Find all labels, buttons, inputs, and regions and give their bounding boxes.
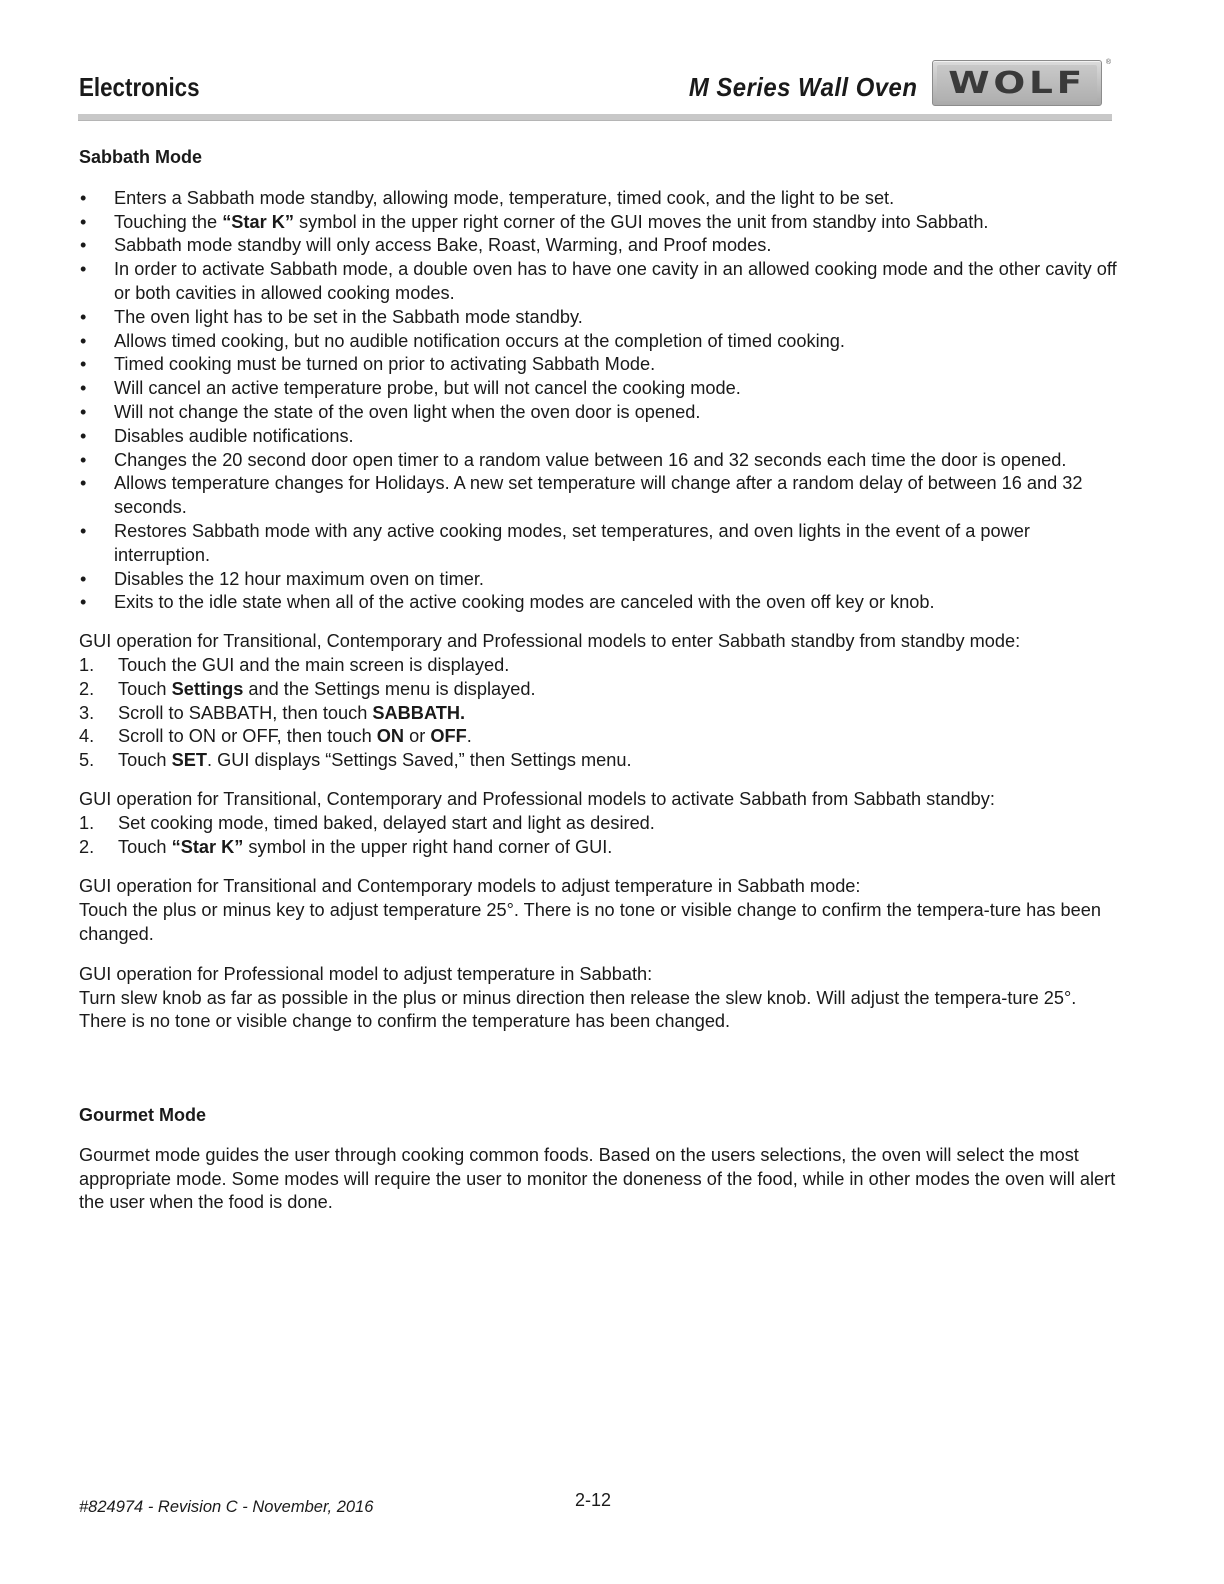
page-number: 2-12 xyxy=(575,1490,612,1510)
document-id: #824974 - Revision C - November, 2016 xyxy=(79,1498,374,1516)
bullet-marker: • xyxy=(80,211,87,232)
step-number: 2. xyxy=(79,836,95,857)
step-number: 5. xyxy=(79,750,95,771)
step-number: 1. xyxy=(79,654,95,675)
adjust-tc-intro: GUI operation for Transitional and Contemporary models to adjust temperature in Sabbath mode: xyxy=(79,876,861,897)
bullet-item xyxy=(79,258,1119,306)
bold-text: SABBATH. xyxy=(372,702,466,723)
text-run: Enters a Sabbath mode standby, allowing mode, temperature, timed cook, and the light to be set. xyxy=(114,187,895,208)
enter-standby-steps xyxy=(79,654,1119,773)
text-run: Exits to the idle state when all of the active cooking modes are canceled with the oven off key or knob. xyxy=(114,592,935,613)
step-item xyxy=(79,654,1119,678)
bullet-item xyxy=(79,330,1119,354)
bold-text: “Star K” xyxy=(171,836,244,857)
bullet-marker: • xyxy=(80,187,87,208)
text-run: Touch xyxy=(118,750,172,771)
section-spacer xyxy=(79,1034,1119,1104)
enter-standby-intro: GUI operation for Transitional, Contemporary and Professional models to enter Sabbath standby from standby mode: xyxy=(79,631,1021,652)
text-run: or xyxy=(404,726,431,747)
bullet-marker: • xyxy=(80,354,87,375)
logo-wordmark: WOLF xyxy=(948,65,1086,101)
text-run: symbol in the upper right corner of the GUI moves the unit from standby into Sabbath. xyxy=(293,211,989,232)
step-number: 2. xyxy=(79,678,95,699)
adjust-pro-intro: GUI operation for Professional model to adjust temperature in Sabbath: xyxy=(79,963,653,984)
step-number: 3. xyxy=(79,702,95,723)
step-item xyxy=(79,702,1119,726)
bullet-item xyxy=(79,306,1119,330)
bold-text: Settings xyxy=(171,678,244,699)
page-header xyxy=(79,60,1111,120)
text-run: Allows timed cooking, but no audible notification occurs at the completion of timed cooking. xyxy=(114,330,845,351)
bullet-marker: • xyxy=(80,425,87,446)
bullet-marker: • xyxy=(80,235,87,256)
activate-intro: GUI operation for Transitional, Contemporary and Professional models to activate Sabbath from Sabbath standby: xyxy=(79,788,995,809)
bullet-item xyxy=(79,211,1119,235)
text-run: . GUI displays “Settings Saved,” then Settings menu. xyxy=(206,750,632,771)
text-run: Touching the xyxy=(114,211,223,232)
step-item xyxy=(79,812,1119,836)
adjust-tc-block xyxy=(79,875,1119,946)
bullet-item xyxy=(79,568,1119,592)
bullet-marker: • xyxy=(80,568,87,589)
text-run: Disables the 12 hour maximum oven on timer. xyxy=(114,568,484,589)
text-run: Touch xyxy=(118,678,172,699)
bullet-marker: • xyxy=(80,306,87,327)
bullet-marker: • xyxy=(80,330,87,351)
bold-text: ON xyxy=(376,726,405,747)
activate-steps xyxy=(79,812,1119,860)
bullet-item xyxy=(79,449,1119,473)
step-number: 1. xyxy=(79,812,95,833)
text-run: Scroll to ON or OFF, then touch xyxy=(118,726,377,747)
bullet-item xyxy=(79,472,1119,520)
bullet-item xyxy=(79,234,1119,258)
bullet-item xyxy=(79,353,1119,377)
gourmet-heading: Gourmet Mode xyxy=(79,1105,207,1126)
step-item xyxy=(79,836,1119,860)
bullet-item xyxy=(79,591,1119,615)
logo-plate xyxy=(937,65,1097,101)
adjust-tc-body: Touch the plus or minus key to adjust temperature 25°. There is no tone or visible change to confirm the tempera-ture has been changed. xyxy=(79,900,1101,944)
section-title: Electronics xyxy=(79,72,200,102)
text-run: Will cancel an active temperature probe, but will not cancel the cooking mode. xyxy=(114,378,741,399)
step-item xyxy=(79,725,1119,749)
bullet-item xyxy=(79,520,1119,568)
adjust-pro-block xyxy=(79,963,1119,1034)
bold-text: “Star K” xyxy=(222,211,294,232)
text-run: In order to activate Sabbath mode, a double oven has to have one cavity in an allowed cooking mode and the other cavity off or both cavities in allowed cooking modes. xyxy=(114,259,1117,303)
text-run: Disables audible notifications. xyxy=(114,425,354,446)
text-run: Set cooking mode, timed baked, delayed start and light as desired. xyxy=(118,812,655,833)
wolf-logo xyxy=(932,59,1111,106)
text-run: Changes the 20 second door open timer to a random value between 16 and 32 seconds each time the door is opened. xyxy=(114,449,1067,470)
bullet-marker: • xyxy=(80,259,87,280)
text-run: Timed cooking must be turned on prior to activating Sabbath Mode. xyxy=(114,354,656,375)
bold-text: SET xyxy=(171,750,207,771)
text-run: Scroll to SABBATH, then touch xyxy=(118,702,373,723)
step-item xyxy=(79,678,1119,702)
bullet-item xyxy=(79,401,1119,425)
bullet-marker: • xyxy=(80,592,87,613)
bullet-item xyxy=(79,377,1119,401)
sabbath-bullet-list xyxy=(79,187,1119,615)
text-run: Sabbath mode standby will only access Bake, Roast, Warming, and Proof modes. xyxy=(114,235,772,256)
bold-text: OFF xyxy=(430,726,467,747)
page-content xyxy=(79,146,1119,1215)
bullet-marker: • xyxy=(80,401,87,422)
text-run: Touch xyxy=(118,836,172,857)
text-run: Will not change the state of the oven light when the oven door is opened. xyxy=(114,401,701,422)
text-run: The oven light has to be set in the Sabbath mode standby. xyxy=(114,306,583,327)
text-run: Restores Sabbath mode with any active cooking modes, set temperatures, and oven lights in the event of a power interruption. xyxy=(114,520,1030,565)
text-run: Allows temperature changes for Holidays. A new set temperature will change after a random delay of between 16 and 32 seconds. xyxy=(114,473,1083,518)
text-run: . xyxy=(466,726,472,747)
header-divider xyxy=(78,114,1112,121)
step-number: 4. xyxy=(79,726,95,747)
step-item xyxy=(79,749,1119,773)
text-run: and the Settings menu is displayed. xyxy=(243,678,536,699)
text-run: symbol in the upper right hand corner of GUI. xyxy=(243,836,613,857)
text-run: Touch the GUI and the main screen is displayed. xyxy=(118,654,510,675)
bullet-marker: • xyxy=(80,449,87,470)
bullet-item xyxy=(79,425,1119,449)
bullet-item xyxy=(79,187,1119,211)
adjust-pro-body: Turn slew knob as far as possible in the plus or minus direction then release the slew knob. Will adjust the tempera-ture 25°. There is no tone or visible change to confirm the temperature has been changed. xyxy=(79,987,1077,1032)
product-title: M Series Wall Oven xyxy=(688,72,917,102)
gourmet-body: Gourmet mode guides the user through cooking common foods. Based on the users selections, the oven will select the most appropriate mode. Some modes will require the user to monitor the doneness of the food, while in other modes the oven will alert the user when the food is done. xyxy=(79,1144,1116,1213)
bullet-marker: • xyxy=(80,378,87,399)
bullet-marker: • xyxy=(80,473,87,494)
sabbath-heading: Sabbath Mode xyxy=(79,147,203,167)
registered-mark: ® xyxy=(1105,59,1111,66)
bullet-marker: • xyxy=(80,520,87,541)
